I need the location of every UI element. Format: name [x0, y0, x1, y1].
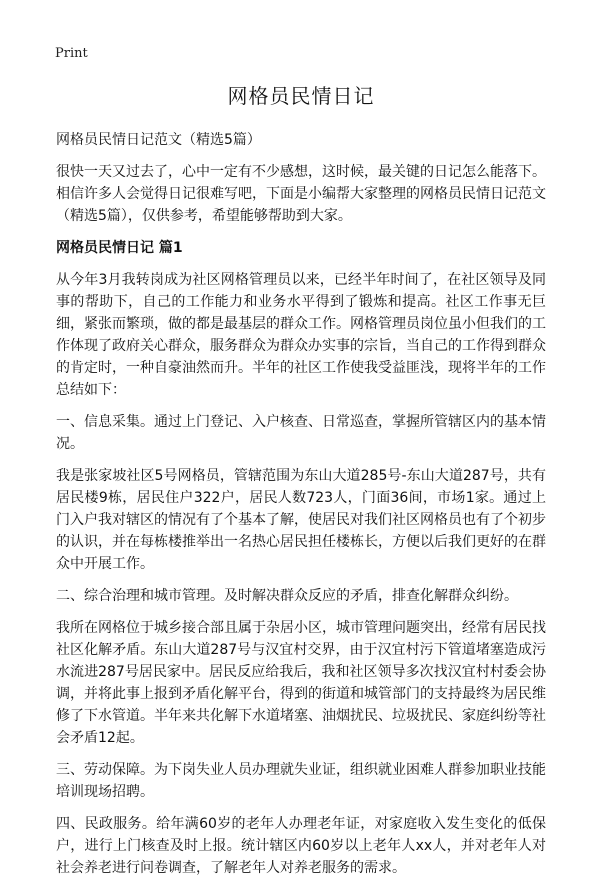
intro-paragraph: 很快一天又过去了，心中一定有不少感想，这时候，最关键的日记怎么能落下。相信许多人会觉得日记很难写吧，下面是小编帮大家整理的网格员民情日记范文（精选5篇），仅供参考，希望能够帮助到大家。 [56, 164, 546, 224]
section-heading: 网格员民情日记 篇1 [56, 240, 183, 256]
document-subtitle: 网格员民情日记范文（精选5篇） [56, 132, 261, 148]
paragraph: 三、劳动保障。为下岗失业人员办理就失业证，组织就业困难人群参加职业技能培训现场招聘。 [56, 762, 546, 800]
paragraph: 一、信息采集。通过上门登记、入户核查、日常巡查，掌握所管辖区内的基本情况。 [56, 414, 546, 452]
paragraph: 我所在网格位于城乡接合部且属于杂居小区，城市管理问题突出，经常有居民找社区化解矛盾。东山大道287号与汉宜村交界，由于汉宜村污下管道堵塞造成污水流进287号居民家中。居民反应给我后，我和社区领导多次找汉宜村村委会协调，并将此事上报到矛盾化解平台，得到的街道和城管部门的支持最终为居民维修了下水管道。半年来共化解下水道堵塞、油烟扰民、垃圾扰民、家庭纠纷等社会矛盾12起。 [56, 620, 546, 746]
paragraph: 四、民政服务。给年满60岁的老年人办理老年证，对家庭收入发生变化的低保户，进行上门核查及时上报。统计辖区内60岁以上老年人xx人，并对老年人对社会养老进行问卷调查，了解老年人对养老服务的需求。 [56, 816, 546, 876]
document-body [56, 80, 546, 889]
print-link[interactable]: Print [55, 46, 88, 61]
paragraph: 二、综合治理和城市管理。及时解决群众反应的矛盾，排查化解群众纠纷。 [56, 588, 518, 604]
paragraph: 从今年3月我转岗成为社区网格管理员以来，已经半年时间了，在社区领导及同事的帮助下，自己的工作能力和业务水平得到了锻炼和提高。社区工作事无巨细，紧张而繁琐，做的都是最基层的群众工作。网格管理员岗位虽小但我们的工作体现了政府关心群众，服务群众为群众办实事的宗旨，当自己的工作得到群众的肯定时，一种自豪油然而升。半年的社区工作使我受益匪浅，现将半年的工作总结如下： [56, 272, 546, 398]
paragraph: 我是张家坡社区5号网格员，管辖范围为东山大道285号-东山大道287号，共有居民楼9栋，居民住户322户，居民人数723人，门面36间，市场1家。通过上门入户我对辖区的情况有了个基本了解，使居民对我们社区网格员也有了个初步的认识，并在每栋楼推举出一名热心居民担任楼栋长，方便以后我们更好的在群众中开展工作。 [56, 468, 546, 572]
page-title: 网格员民情日记 [227, 84, 375, 108]
